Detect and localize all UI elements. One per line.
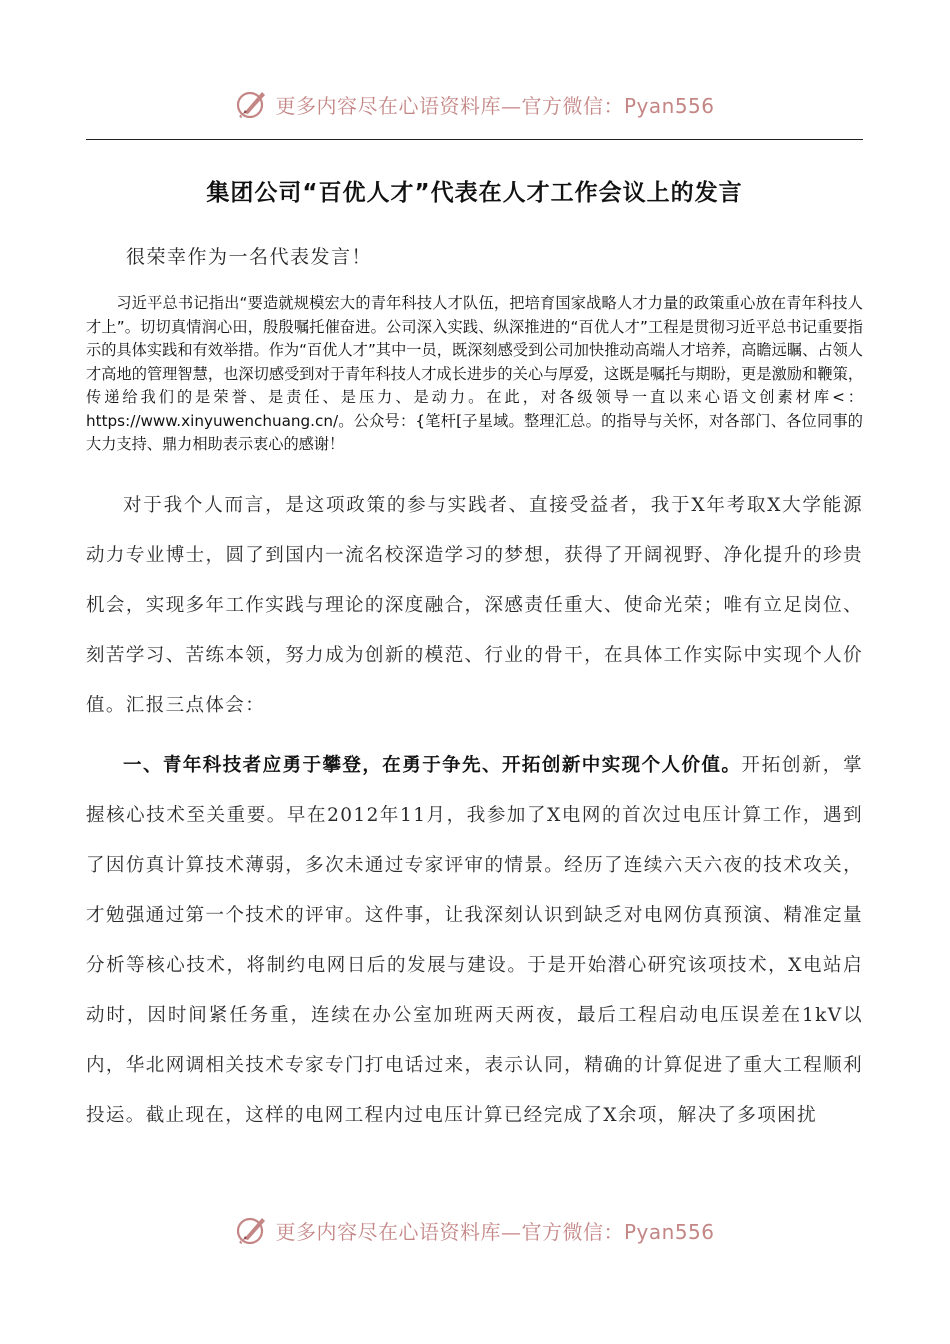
footer-wechat-id: Pyan556 xyxy=(623,1219,715,1244)
paragraph-intro: 习近平总书记指出“要造就规模宏大的青年科技人才队伍，把培育国家战略人才力量的政策重心放在青年科技人才上”。切切真情润心田，殷殷嘱托催奋进。公司深入实践、纵深推进的“百优人才”工程是贯彻习近平总书记重要指示的具体实践和有效举措。作为“百优人才”其中一员，既深刻感受到公司加快推动高端人才培养，高瞻远瞩、占领人才高地的管理智慧，也深切感受到对于青年科技人才成长进步的关心与厚爱，这既是嘱托与期盼，更是激励和鞭策，传递给我们的是荣誉、是责任、是压力、是动力。在此，对各级领导一直以来心语文创素材库<：https://www.xinyuwenchuang.cn/。公众号：{笔杆[子星域。整理汇总。的指导与关怀，对各部门、各位同事的大力支持、鼎力相助表示衷心的感谢！ xyxy=(86,294,863,453)
footer-site-text: 更多内容尽在心语资料库—官方微信：Pyan556 xyxy=(275,1219,715,1244)
paragraph-point-one xyxy=(86,741,863,1141)
greeting-line: 很荣幸作为一名代表发言！ xyxy=(126,246,373,268)
point-one-body: 开拓创新，掌握核心技术至关重要。早在2012年11月，我参加了X电网的首次过电压计算工作，遇到了因仿真计算技术薄弱，多次未通过专家评审的情景。经历了连续六天六夜的技术攻关，才勉强通过第一个技术的评审。这件事，让我深刻认识到缺乏对电网仿真预演、精准定量分析等核心技术，将制约电网日后的发展与建设。于是开始潜心研究该项技术，X电站启动时，因时间紧任务重，连续在办公室加班两天两夜，最后工程启动电压误差在1kV以内，华北网调相关技术专家专门打电话过来，表示认同，精确的计算促进了重大工程顺利投运。截止现在，这样的电网工程内过电压计算已经完成了X余项，解决了多项困扰 xyxy=(86,755,863,1126)
banner-wechat-id: Pyan556 xyxy=(623,93,715,118)
footer-banner xyxy=(0,1210,950,1250)
banner-site-text: 更多内容尽在心语资料库—官方微信：Pyan556 xyxy=(275,93,715,118)
paragraph-personal: 对于我个人而言，是这项政策的参与实践者、直接受益者，我于X年考取X大学能源动力专业博士，圆了到国内一流名校深造学习的梦想，获得了开阔视野、净化提升的珍贵机会，实现多年工作实践与理论的深度融合，深感责任重大、使命光荣；唯有立足岗位、刻苦学习、苦练本领，努力成为创新的模范、行业的骨干，在具体工作实际中实现个人价值。汇报三点体会： xyxy=(86,495,863,716)
point-one-heading: 一、青年科技者应勇于攀登，在勇于争先、开拓创新中实现个人价值。 xyxy=(123,755,742,776)
quill-pen-logo-icon xyxy=(235,1213,269,1247)
page-title: 集团公司“百优人才”代表在人才工作会议上的发言 xyxy=(206,180,743,206)
header-banner xyxy=(0,84,950,124)
quill-pen-logo-icon xyxy=(235,87,269,121)
header-divider xyxy=(86,139,863,140)
